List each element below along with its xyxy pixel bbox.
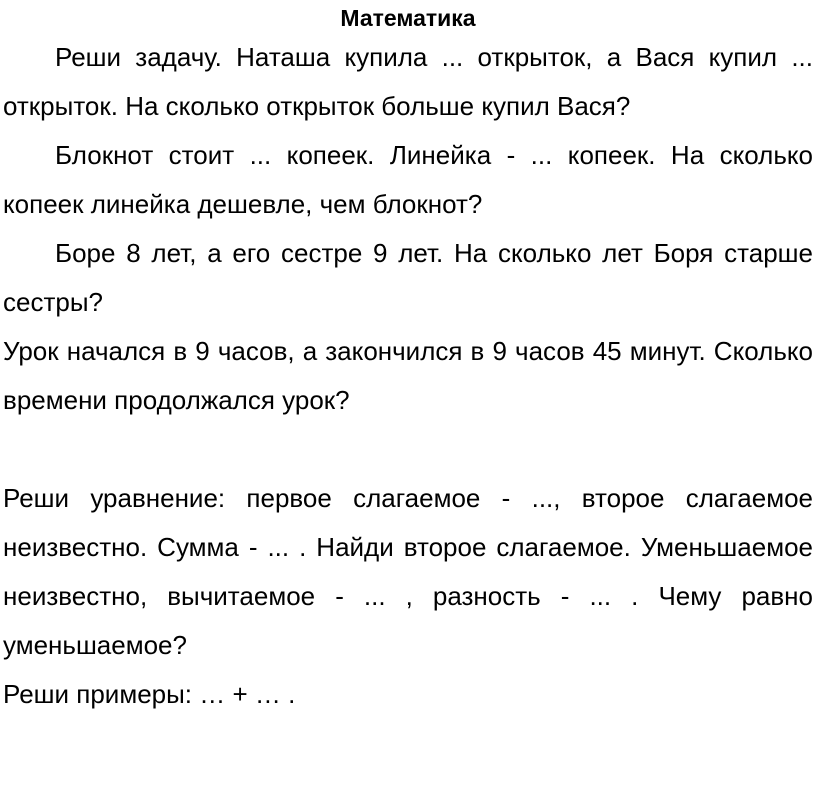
task-paragraph-6: Реши примеры: … + … . [3, 679, 296, 709]
task-paragraph-4: Урок начался в 9 часов, а закончился в 9 часов 45 минут. Сколько времени продолжался урок? [3, 336, 813, 415]
task-paragraph-1: Реши задачу. Наташа купила ... открыток, а Вася купил ... открыток. На сколько открыток больше купил Вася? [3, 42, 813, 121]
page-title: Математика [340, 5, 476, 31]
task-paragraph-5: Реши уравнение: первое слагаемое - ..., второе слагаемое неизвестно. Сумма - ... . Найди второе слагаемое. Уменьшаемое неизвестно, вычитаемое - ... , разность - ... . Чему равно уменьшаемое? [3, 483, 813, 660]
blank-line [3, 425, 813, 474]
task-paragraph-3: Боре 8 лет, а его сестре 9 лет. На сколько лет Боря старше сестры? [3, 238, 813, 317]
task-paragraph-2: Блокнот стоит ... копеек. Линейка - ... копеек. На сколько копеек линейка дешевле, чем блокнот? [3, 140, 813, 219]
